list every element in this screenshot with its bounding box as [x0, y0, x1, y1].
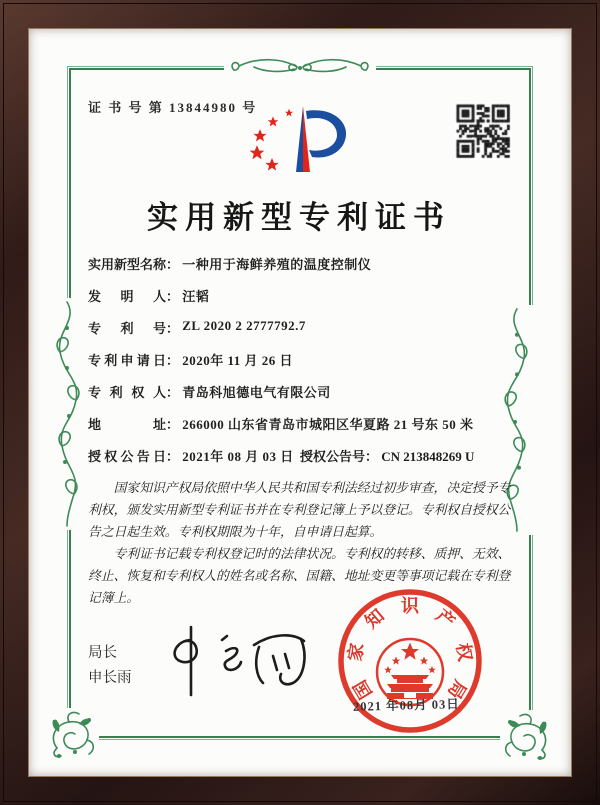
grant-number-field	[300, 446, 474, 465]
seal-char: 知	[361, 605, 388, 633]
seal-char: 识	[401, 596, 419, 616]
field-value: 汪韬	[182, 289, 210, 304]
field-colon: ：	[166, 417, 180, 432]
director-name: 申长雨	[88, 670, 132, 686]
field-label: 专利申请日	[88, 353, 166, 368]
field-row-patent-no	[88, 318, 520, 336]
director-title: 局长	[88, 645, 117, 661]
field-value: 266000 山东省青岛市城阳区华夏路 21 号东 50 米	[182, 417, 474, 432]
field-row-name	[88, 254, 520, 272]
field-label: 专利号	[88, 321, 166, 336]
field-row-grant-date	[88, 446, 520, 464]
seal-char: 家	[344, 641, 368, 663]
field-colon: ：	[365, 449, 379, 464]
left-vine-ornament	[50, 298, 84, 530]
legal-paragraph-2: 专利证书记载专利权登记时的法律状况。专利权的转移、质押、无效、终止、恢复和专利权人的姓名或名称、国籍、地址变更等事项记载在专利登记簿上。	[88, 547, 511, 605]
field-value: ZL 2020 2 2777792.7	[182, 318, 306, 333]
vine-icon	[50, 298, 84, 530]
floral-corner-icon	[45, 708, 99, 760]
field-colon: ：	[166, 289, 180, 304]
certificate-title: 实用新型专利证书	[147, 200, 451, 235]
flourish-icon	[224, 54, 376, 80]
field-colon: ：	[166, 257, 180, 272]
field-label: 地址	[88, 417, 166, 432]
field-label: 专利权人	[88, 385, 166, 400]
seal-char: 产	[432, 605, 459, 633]
bottom-right-floral-ornament	[500, 710, 554, 762]
field-colon: ：	[166, 385, 180, 400]
top-flourish-ornament	[224, 54, 376, 80]
field-label: 实用新型名称	[88, 257, 167, 272]
field-row-address	[88, 414, 520, 432]
field-colon: ：	[166, 353, 180, 368]
field-label: 发明人	[88, 289, 166, 304]
field-value: CN 213848269 U	[381, 449, 475, 464]
field-value: 一种用于海鲜养殖的温度控制仪	[182, 257, 372, 272]
floral-corner-icon	[500, 710, 554, 762]
legal-paragraph-1: 国家知识产权局依照中华人民共和国专利法经过初步审查，决定授予专利权，颁发实用新型专利证书并在专利登记簿上予以登记。专利权自授权公告之日起生效。专利权期限为十年，自申请日起算。	[88, 481, 511, 539]
field-value: 2021年 08 月 03 日	[182, 449, 294, 464]
qr-code	[454, 102, 512, 160]
seal-char: 权	[452, 641, 476, 663]
field-label: 授权公告日	[88, 449, 166, 464]
seal-char: 局	[443, 676, 471, 703]
shen-changyu-signature	[150, 615, 325, 710]
field-label: 授权公告号	[300, 449, 366, 464]
seal-char: 国	[349, 676, 377, 703]
cnipa-logo-icon	[246, 102, 361, 176]
field-list	[88, 254, 520, 478]
field-colon: ：	[166, 321, 180, 336]
field-colon: ：	[166, 449, 180, 464]
field-value: 2020年 11 月 26 日	[182, 353, 294, 368]
seal-arc-text	[334, 586, 486, 738]
field-row-patentee	[88, 382, 520, 400]
field-value: 青岛科旭德电气有限公司	[182, 385, 331, 400]
field-row-filing-date	[88, 350, 520, 368]
field-row-inventor	[88, 286, 520, 304]
cnipa-patent-logo	[246, 102, 361, 176]
bottom-left-floral-ornament	[45, 708, 99, 760]
signoff-block	[88, 641, 132, 691]
seal-date: 2021 年08月 03日	[352, 697, 460, 714]
cnipa-round-seal	[334, 586, 486, 738]
qr-code-canvas	[454, 102, 512, 160]
certificate-number: 证 书 号 第 13844980 号	[88, 100, 258, 115]
signature-icon	[150, 615, 325, 710]
